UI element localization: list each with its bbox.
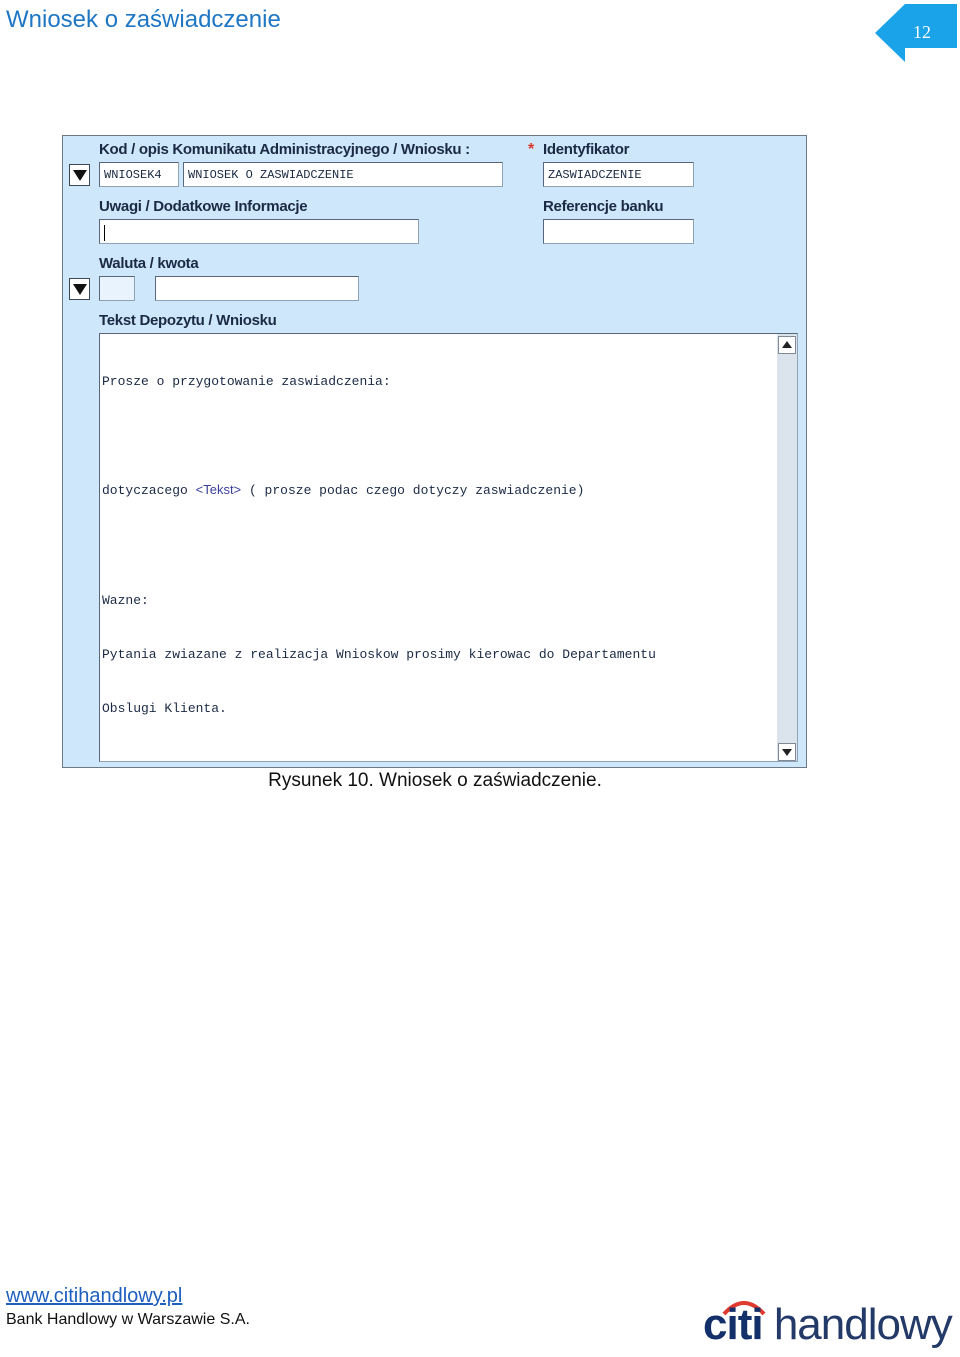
website-link[interactable]: www.citihandlowy.pl	[6, 1285, 183, 1307]
certificate-request-form	[62, 135, 807, 768]
citi-handlowy-logo	[703, 1300, 952, 1352]
identifier-label: Identyfikator	[543, 141, 630, 158]
arrow-up-icon	[782, 341, 792, 348]
triangle-down-icon	[73, 170, 87, 181]
arrow-down-icon	[782, 749, 792, 756]
placeholder-tag: <Tekst>	[195, 482, 242, 497]
notes-field[interactable]	[99, 219, 419, 244]
request-text-content	[102, 337, 772, 754]
request-text-area[interactable]	[99, 333, 798, 762]
identifier-field[interactable]: ZASWIADCZENIE	[543, 162, 694, 187]
code-description-label: Kod / opis Komunikatu Administracyjnego / Wniosku :	[99, 141, 470, 158]
code-field[interactable]: WNIOSEK4	[99, 162, 179, 187]
text-line: dotyczacego <Tekst> ( prosze podac czego dotyczy zaswiadczenie)	[102, 482, 585, 498]
company-name: Bank Handlowy w Warszawie S.A.	[6, 1311, 250, 1328]
logo-handlowy: handlowy	[773, 1300, 952, 1349]
currency-amount-label: Waluta / kwota	[99, 255, 199, 272]
description-field[interactable]: WNIOSEK O ZASWIADCZENIE	[183, 162, 503, 187]
text-cursor	[104, 225, 105, 241]
notes-label: Uwagi / Dodatkowe Informacje	[99, 198, 308, 215]
logo-citi: citi	[703, 1300, 763, 1349]
required-marker: *	[528, 141, 535, 158]
text-line: Wazne:	[102, 593, 149, 608]
vertical-scrollbar[interactable]	[777, 334, 797, 761]
currency-dropdown-button[interactable]	[69, 278, 90, 300]
page-number: 12	[913, 22, 931, 42]
text-line: Obslugi Klienta.	[102, 701, 227, 716]
bank-reference-field[interactable]	[543, 219, 694, 244]
request-text-label: Tekst Depozytu / Wniosku	[99, 312, 277, 329]
scroll-down-button[interactable]	[778, 743, 796, 761]
scroll-up-button[interactable]	[778, 336, 796, 354]
triangle-down-icon	[73, 284, 87, 295]
code-dropdown-button[interactable]	[69, 164, 90, 186]
currency-field[interactable]	[99, 276, 135, 301]
page-title: Wniosek o zaświadczenie	[6, 6, 281, 33]
text-line: Prosze o przygotowanie zaswiadczenia:	[102, 374, 391, 389]
figure-caption: Rysunek 10. Wniosek o zaświadczenie.	[268, 770, 602, 791]
bank-reference-label: Referencje banku	[543, 198, 664, 215]
text-line: Pytania zwiazane z realizacja Wnioskow prosimy kierowac do Departamentu	[102, 647, 656, 662]
amount-field[interactable]	[155, 276, 359, 301]
